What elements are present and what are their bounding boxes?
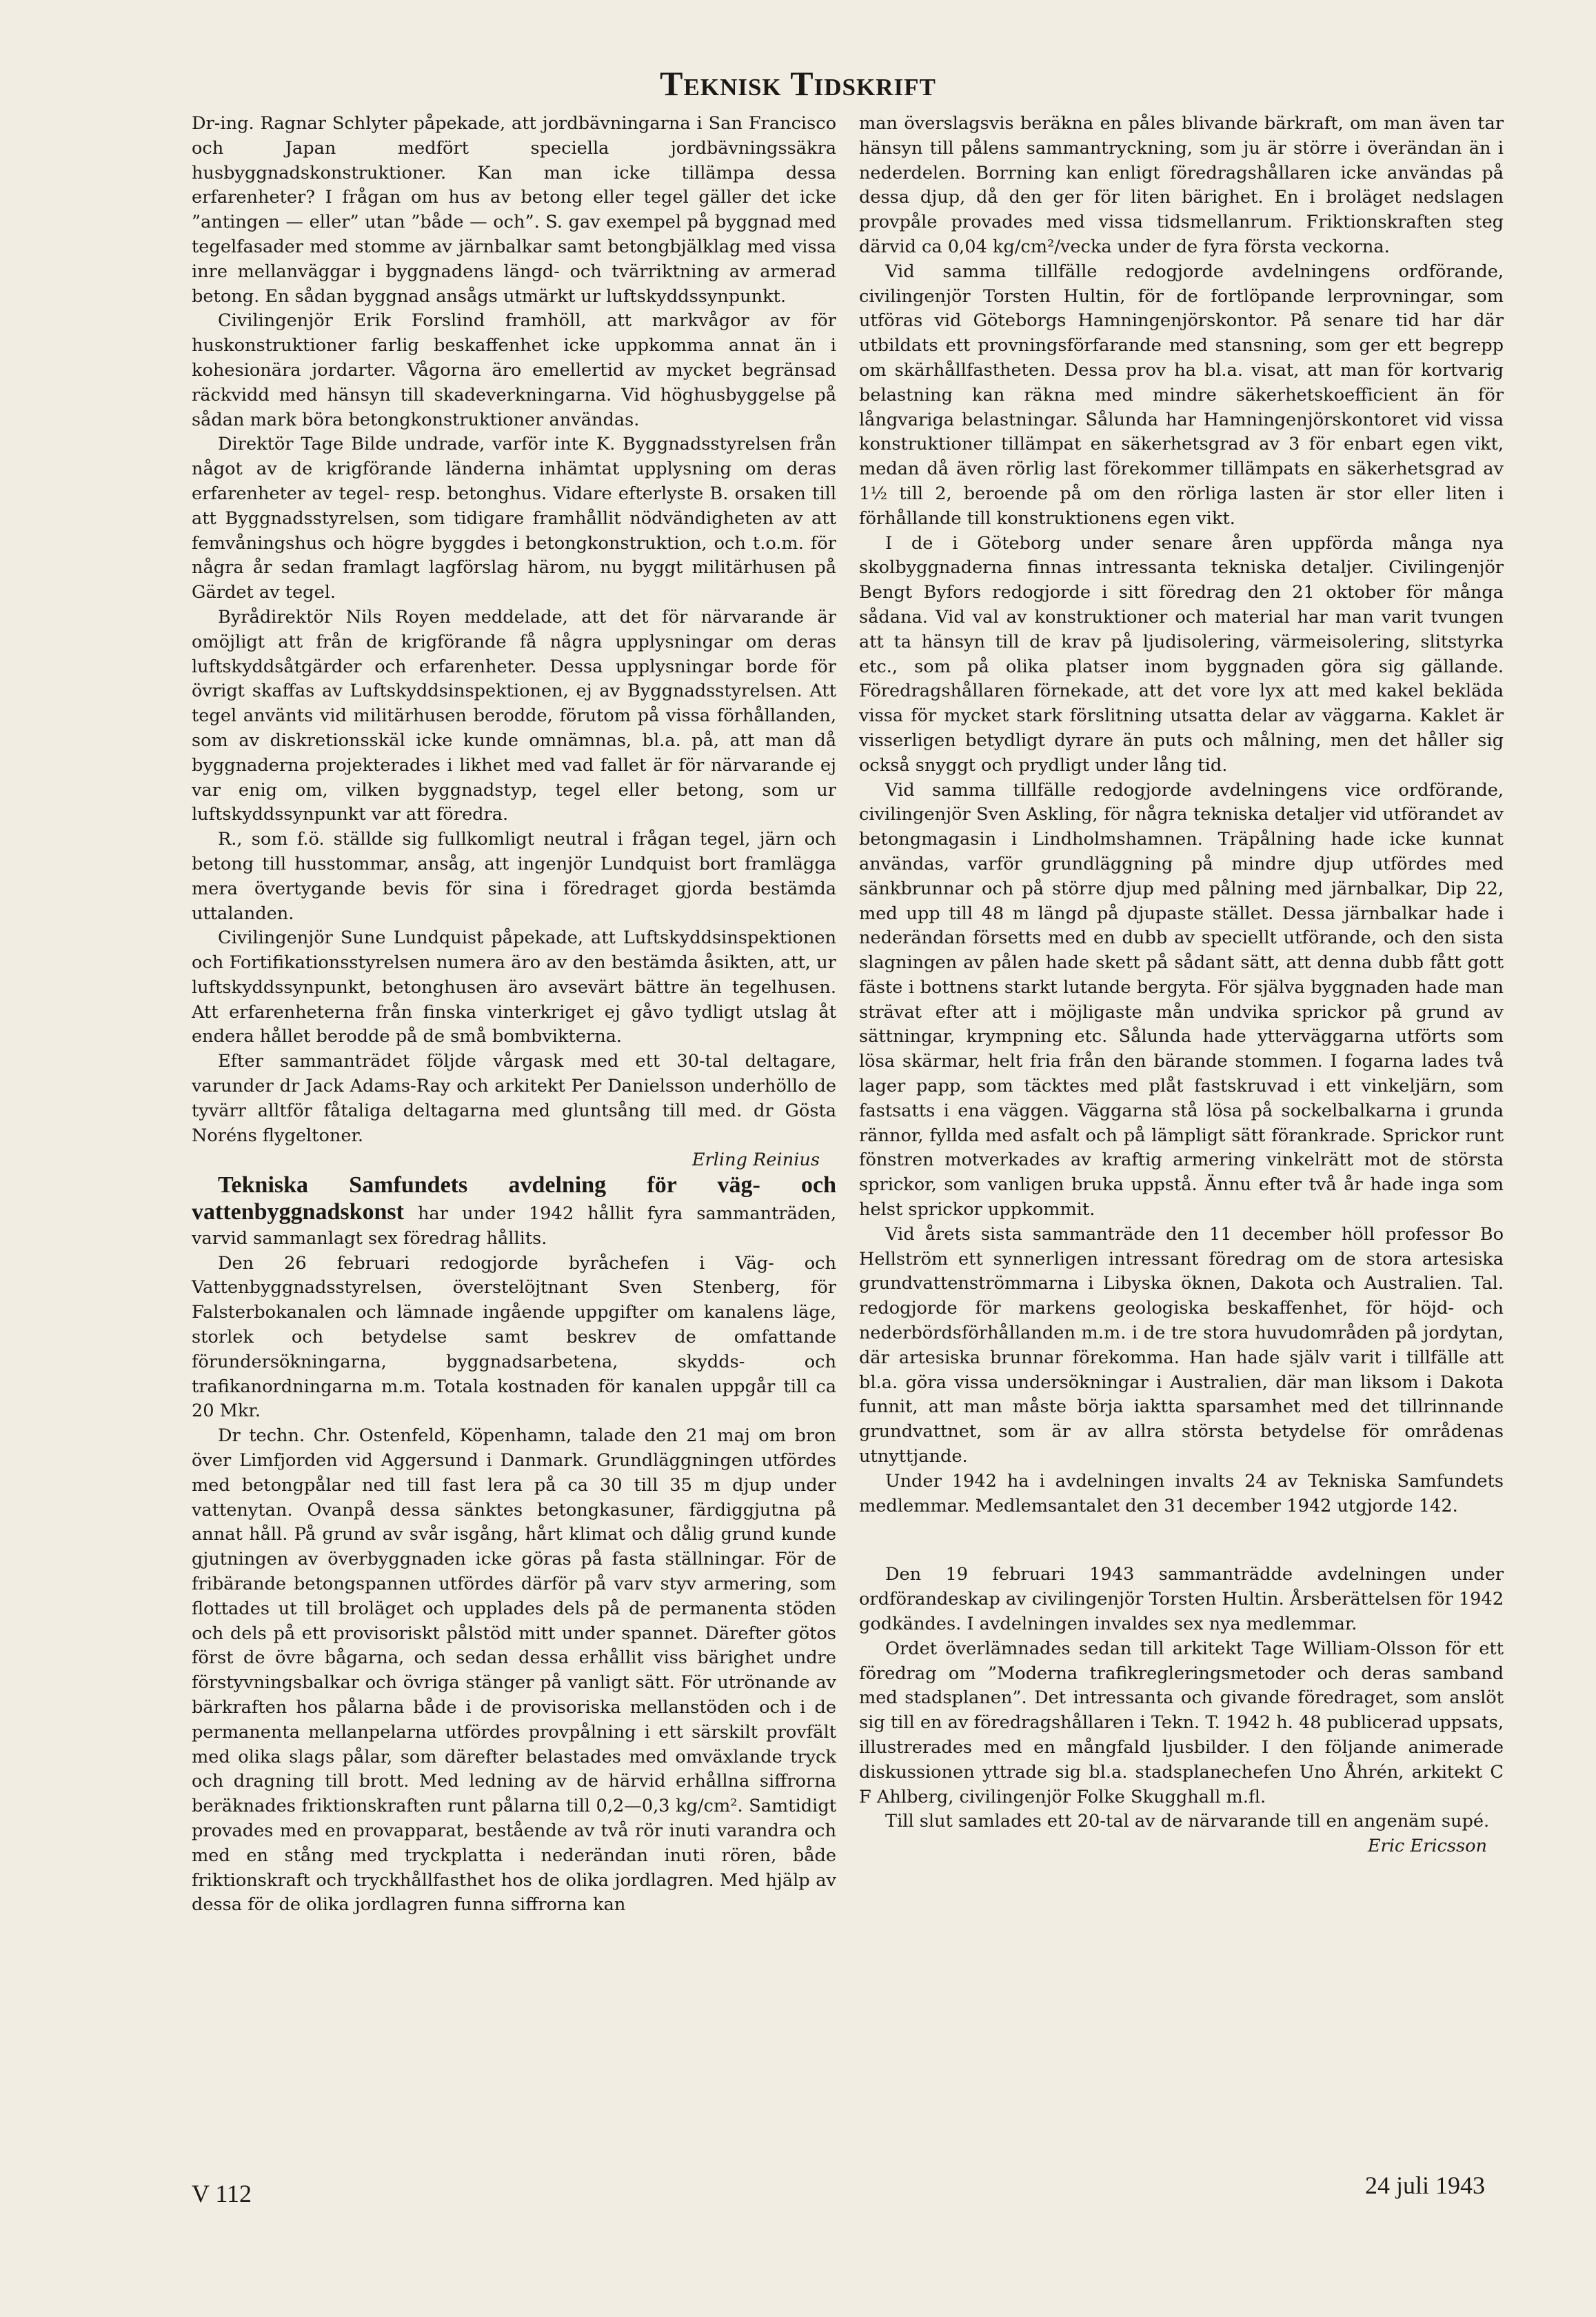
- right-column: [859, 112, 1504, 1859]
- section-gap: [859, 1518, 1504, 1563]
- issue-date: 24 juli 1943: [1365, 2171, 1486, 2199]
- paragraph: Den 19 februari 1943 sammanträdde avdelningen under ordförandeskap av civilingenjör Torsten Hultin. Årsberättelsen för 1942 godkändes. I avdelningen invaldes sex nya medlemmar.: [859, 1564, 1504, 1635]
- signature: Erling Reinius: [691, 1150, 820, 1171]
- paragraph: Ordet överlämnades sedan till arkitekt Tage William-Olsson för ett föredrag om ”Moderna trafikregleringsmetoder och deras samband med stadsplanen”. Det intressanta och givande föredraget, som anslöt sig till en av föredragshållaren i Tekn. T. 1942 h. 48 publicerad uppsats, illustrerades med en mångfald ljusbilder. I den följande animerade diskussionen yttrade sig bl.a. stadsplanechefen Uno Åhrén, arkitekt C F Ahlberg, civilingenjör Folke Skugghall m.fl.: [859, 1638, 1504, 1807]
- paragraph: Efter sammanträdet följde vårgask med ett 30-tal deltagare, varunder dr Jack Adams-Ray och arkitekt Per Danielsson underhöllo de tyvärr alltför fåtaliga deltagarna med gluntsång till med. dr Gösta Noréns flygeltoner.: [192, 1051, 836, 1146]
- paragraph: Vid årets sista sammanträde den 11 december höll professor Bo Hellström ett synnerligen intressant föredrag om de stora artesiska grundvattenströmmarna i Libyska öknen, Dakota och Australien. Tal. redogjorde för markens geologiska beskaffenhet, för höjd- och nederbördsförhållanden m.m. i de tre stora huvudområden på jordytan, där artesiska brunnar förekomma. Han hade själv varit i tillfälle att bl.a. göra vissa undersökningar i Australien, där man liksom i Dakota funnit, att man måste börja iaktta sparsamhet med det tillrinnande grundvattnet, som är av allra största betydelse för områdenas utnyttjande.: [859, 1223, 1504, 1467]
- paragraph: Dr-ing. Ragnar Schlyter påpekade, att jordbävningarna i San Francisco och Japan medfört speciella jordbävningssäkra husbyggnadskonstruktioner. Kan man icke tillämpa dessa erfarenheter? I frågan om hus av betong eller tegel gäller det icke ”antingen — eller” utan ”både — och”. S. gav exempel på byggnad med tegelfasader med stomme av järnbalkar samt betongbjälklag med vissa inre mellanväggar i byggnadens längd- och tvärriktning av armerad betong. En sådan byggnad ansågs utmärkt ur luftskyddssynpunkt.: [192, 113, 836, 307]
- paragraph: Under 1942 ha i avdelningen invalts 24 av Tekniska Samfundets medlemmar. Medlemsantalet den 31 december 1942 utgjorde 142.: [859, 1470, 1504, 1516]
- paragraph: I de i Göteborg under senare åren uppförda många nya skolbyggnaderna finnas intressanta tekniska detaljer. Civilingenjör Bengt Byfors redogjorde i sitt föredrag den 21 oktober för många sådana. Vid val av konstruktioner och material har man varit tvungen att ta hänsyn till de krav på ljudisolering, värmeisolering, slitstyrka etc., som på olika platser inom byggnaden göra sig gällande. Föredragshållaren förnekade, att det vore lyx att med kakel bekläda vissa för mycket stark förslitning utsatta delar av väggarna. Kaklet är visserligen betydligt dyrare än puts och målning, men det håller sig också snyggt och prydligt under lång tid.: [859, 532, 1504, 776]
- signature: Eric Ericsson: [1367, 1836, 1487, 1857]
- paragraph: R., som f.ö. ställde sig fullkomligt neutral i frågan tegel, järn och betong till husstommar, ansåg, att ingenjör Lundquist bort framlägga mera övertygande bevis för sina i föredraget gjorda bestämda uttalanden.: [192, 829, 836, 924]
- paragraph: Den 26 februari redogjorde byråchefen i Väg- och Vattenbyggnadsstyrelsen, överstelöjtnant Sven Stenberg, för Falsterbokanalen och lämnade ingående uppgifter om kanalens läge, storlek och betydelse samt beskrev de omfattande förundersökningarna, byggnadsarbetena, skydds- och trafikanordningarna m.m. Totala kostnaden för kanalen uppgår till ca 20 Mkr.: [192, 1252, 836, 1422]
- section-heading-paragraph: [192, 1173, 836, 1251]
- left-column: [192, 112, 836, 1918]
- page-number: V 112: [192, 2180, 252, 2207]
- paragraph: Civilingenjör Sune Lundquist påpekade, att Luftskyddsinspektionen och Fortifikationsstyrelsen numera äro av den bestämda åsikten, att, ur luftskyddssynpunkt, betonghusen äro avsevärt bättre än tegelhusen. Att erfarenheterna från finska vinterkriget ej gåvo tydligt utslag åt endera hållet berodde på de små bombvikterna.: [192, 927, 836, 1047]
- paragraph: Vid samma tillfälle redogjorde avdelningens vice ordförande, civilingenjör Sven Askling, för några tekniska detaljer vid utförandet av betongmagasin i Lindholmshamnen. Träpålning hade icke kunnat användas, varför grundläggning på mindre djup utfördes med sänkbrunnar och på större djup med pålning med järnbalkar, Dip 22, med upp till 48 m längd på djupaste stället. Dessa järnbalkar hade i nederändan försetts med en dubb av speciellt utförande, och den sista slagningen av pålen hade skett på sådant sätt, att denna dubb fått gott fäste i bottnens starkt lutande bergyta. För själva byggnaden hade man strävat efter att i möjligaste mån undvika sprickor på grund av sättningar, krympning etc. Sålunda hade ytterväggarna utförts som lösa skärmar, helt fria från den bärande stommen. I fogarna lades två lager papp, som täcktes med plåt fastskruvad i ett vinkeljärn, som fastsatts i ena väggen. Väggarna stå lösa på sockelbalkarna i grunda rännor, fyllda med asfalt och på lämpligt sätt förankrade. Sprickor runt fönstren motverkades av kraftig armering vinkelrätt mot de största sprickor, som vanligen bruka uppstå. Ännu efter två år hade inga som helst sprickor uppkommit.: [859, 779, 1504, 1221]
- paragraph: Vid samma tillfälle redogjorde avdelningens ordförande, civilingenjör Torsten Hultin, för de fortlöpande lerprovningar, som utföras vid Göteborgs Hamningenjörskontor. På senare tid har där utbildats ett provningsförfarande med stansning, som ger ett begrepp om skärhållfastheten. Dessa prov ha bl.a. visat, att man för kortvarig belastning kan räkna med mindre säkerhetskoefficient än för långvariga belastningar. Sålunda har Hamningenjörskontoret vid vissa konstruktioner tillämpat en säkerhetsgrad av 3 för enbart egen vikt, medan då även rörlig last förekommer tillämpats en säkerhetsgrad av 1½ till 2, beroende på om den rörliga lasten är stor eller liten i förhållande till konstruktionens egen vikt.: [859, 261, 1504, 529]
- paragraph: Byrådirektör Nils Royen meddelade, att det för närvarande är omöjligt att från de krigförande få några upplysningar om deras luftskyddsåtgärder och erfarenheter. Dessa upplysningar borde för övrigt skaffas av Luftskyddsinspektionen, ej av Byggnadsstyrelsen. Att tegel använts vid militärhusen berodde, förutom på vissa förhållanden, som av diskretionsskäl icke kunde omnämnas, bl.a. på, att man då byggnaderna projekterades i likhet med vad fallet är för närvarande ej var enig om, vilken byggnadstyp, tegel eller betong, som ur luftskyddssynpunkt var att föredra.: [192, 606, 836, 825]
- paragraph: Dr techn. Chr. Ostenfeld, Köpenhamn, talade den 21 maj om bron över Limfjorden vid Aggersund i Danmark. Grundläggningen utfördes med betongpålar ned till fast lera på ca 30 till 35 m djup under vattenytan. Ovanpå dessa sänktes betongkasuner, färdiggjutna på annat håll. På grund av svår isgång, hårt klimat och dålig grund kunde gjutningen av överbyggnaden icke göras på fasta ställningar. För de fribärande betongspannen utfördes därför på varv styv armering, som flottades ut till broläget och upplades dels på de permanenta stöden och dels på ett provisoriskt pålstöd mitt under spannet. Därefter götos först de övre bågarna, och sedan dessa erhållit viss bärighet undre förstyvningsbalkar och övriga stänger på vanligt sätt. För utrönande av bärkraften hos pålarna både i de provisoriska mellanstöden och i de permanenta mellanpelarna utfördes provpålning i ett särskilt provfält med olika slags pålar, som därefter belastades med omväxlande tryck och dragning till brott. Med ledning av de härvid erhållna siffrorna beräknades friktionskraften runt pålarna till 0,2—0,3 kg/cm². Samtidigt provades med en provapparat, bestående av två rör inuti varandra och med en stång med tryckplatta i nederändan inuti rören, både friktionskraft och tryckhållfasthet hos de olika jordlagren. Med hjälp av dessa för de olika jordlagren funna siffrorna kan: [192, 1425, 836, 1916]
- paragraph: man överslagsvis beräkna en påles blivande bärkraft, om man även tar hänsyn till pålens sammantryckning, som ju är större i överändan än i nederdelen. Borrning kan enligt föredragshållaren icke användas på dessa djup, då den ger för liten bärighet. En i broläget nedslagen provpåle provades med vissa tidsmellanrum. Friktionskraften steg därvid ca 0,04 kg/cm²/vecka under de fyra första veckorna.: [859, 113, 1504, 257]
- section-intro: har under 1942 hållit fyra sammanträden, varvid sammanlagt sex föredrag hållits.: [192, 1203, 836, 1249]
- section-heading: Tekniska Samfundets avdelning för väg- och vattenbyggnadskonst: [192, 1172, 836, 1225]
- paragraph: Civilingenjör Erik Forslind framhöll, att markvågor av för huskonstruktioner farlig beskaffenhet icke uppkomma annat än i kohesionära jordarter. Vågorna äro emellertid av mycket begränsad räckvidd med hänsyn till skadeverkningarna. Vid höghusbyggelse på sådan mark böra betongkonstruktioner användas.: [192, 310, 836, 430]
- journal-title: Teknisk Tidskrift: [660, 64, 936, 103]
- paragraph: Direktör Tage Bilde undrade, varför inte K. Byggnadsstyrelsen från något av de krigförande länderna inhämtat upplysning om deras erfarenheter av tegel- resp. betonghus. Vidare efterlyste B. orsaken till att Byggnadsstyrelsen, som tidigare framhållit nödvändigheten av att femvåningshus och högre byggdes i betongkonstruktion, och t.o.m. för några år sedan framlagt lagförslag härom, nu byggt militärhusen på Gärdet av tegel.: [192, 434, 836, 603]
- paragraph: Till slut samlades ett 20-tal av de närvarande till en angenäm supé.: [885, 1811, 1490, 1832]
